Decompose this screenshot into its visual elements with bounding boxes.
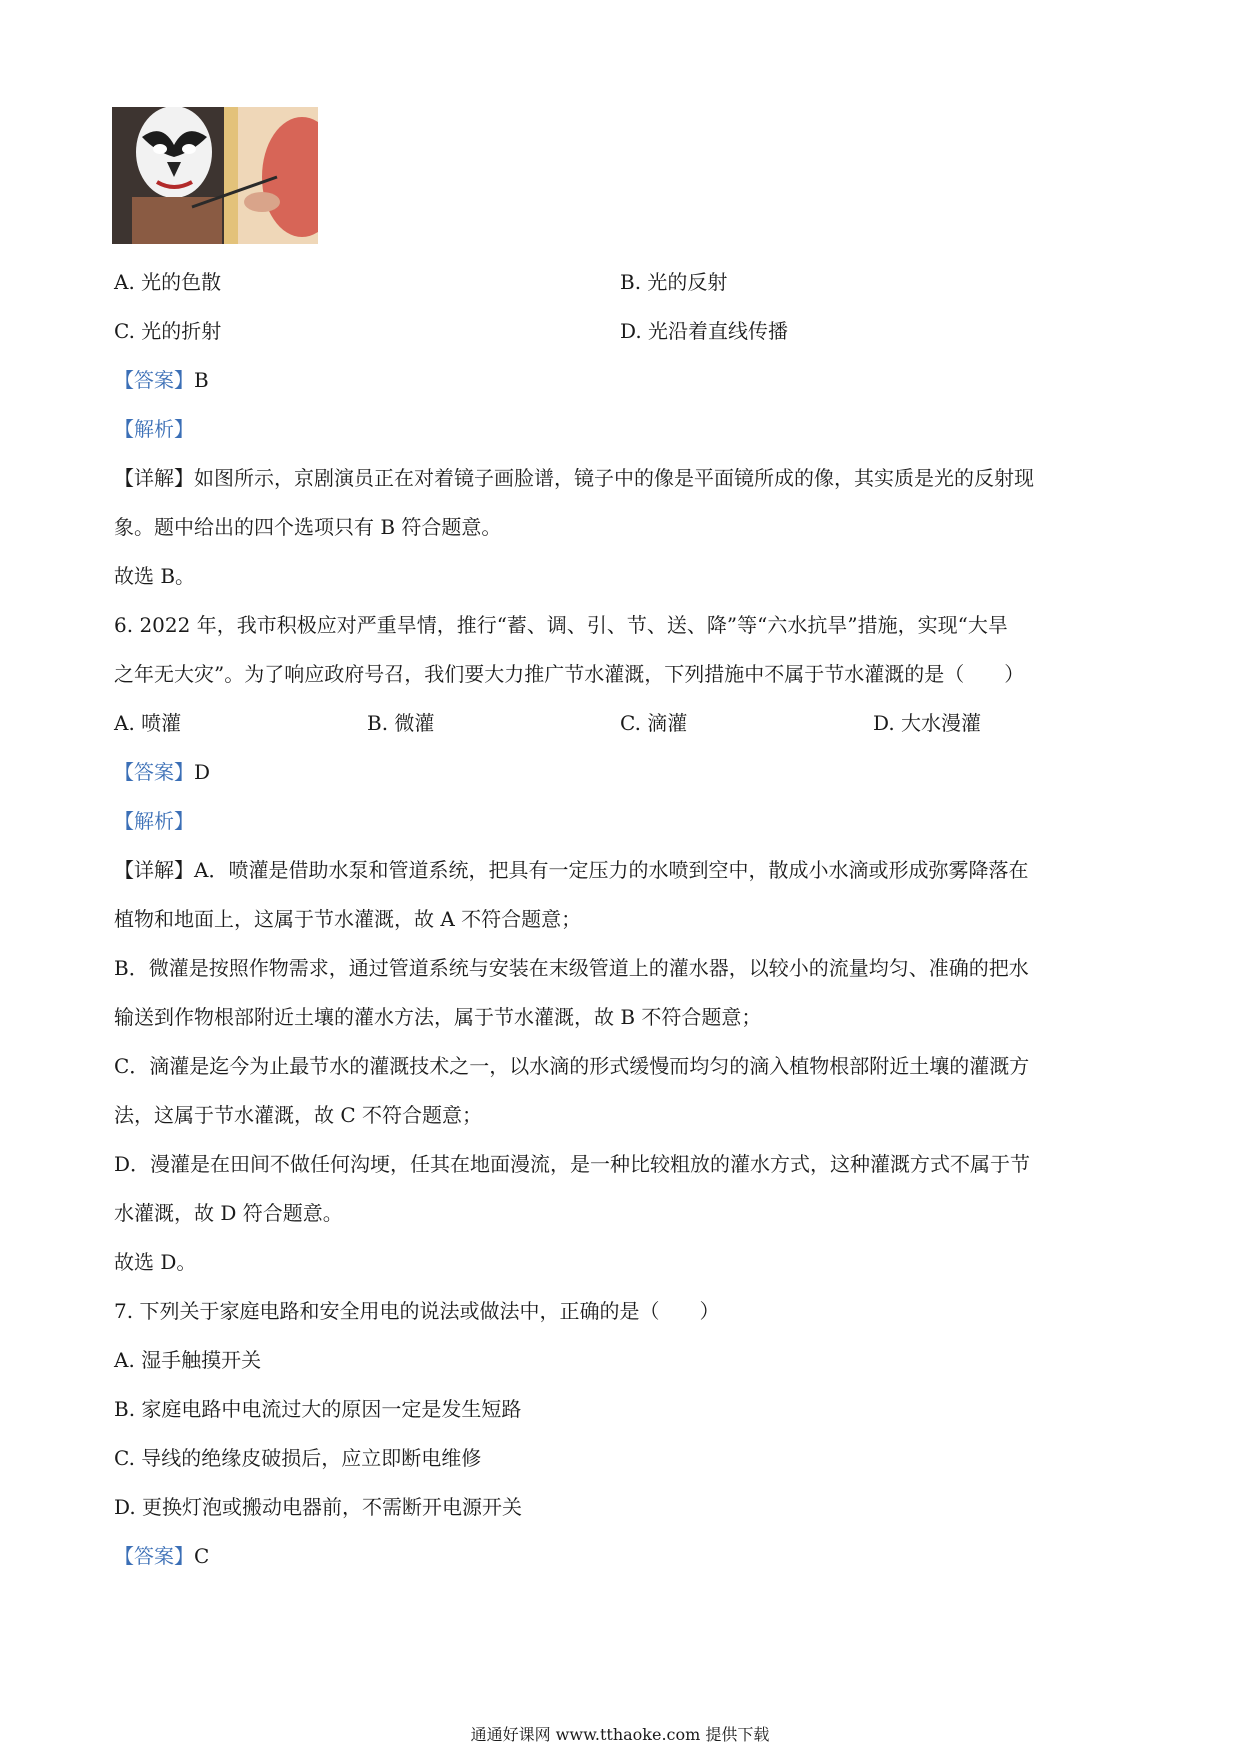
q7-option-a: A. 湿手触摸开关: [114, 1348, 262, 1372]
q5-detail-line-2: 象。题中给出的四个选项只有 B 符合题意。: [114, 515, 502, 539]
opera-mirror-photo: [112, 107, 318, 244]
q6-answer: [114, 758, 210, 786]
q6-detail-line-6: 法，这属于节水灌溉，故 C 不符合题意；: [114, 1103, 483, 1127]
q5-answer: [114, 366, 209, 394]
opera-photo-illustration: [112, 107, 318, 244]
q5-analysis-tag: 【解析】: [114, 417, 194, 441]
q7-option-c: C. 导线的绝缘皮破损后，应立即断电维修: [114, 1446, 482, 1470]
q6-detail-line-2: 植物和地面上，这属于节水灌溉，故 A 不符合题意；: [114, 907, 582, 931]
q7-answer: [114, 1542, 209, 1570]
q7-option-b: B. 家庭电路中电流过大的原因一定是发生短路: [114, 1397, 522, 1421]
q6-option-b: B. 微灌: [367, 711, 435, 735]
q6-option-a: A. 喷灌: [114, 711, 182, 735]
q6-conclusion: 故选 D。: [114, 1250, 197, 1274]
q6-analysis-tag: 【解析】: [114, 809, 194, 833]
detail-tag: 【详解】: [114, 858, 194, 882]
answer-value: D: [194, 760, 211, 784]
q5-option-b: B. 光的反射: [620, 270, 728, 294]
detail-text: A．喷灌是借助水泵和管道系统，把具有一定压力的水喷到空中，散成小水滴或形成弥雾降落在: [194, 858, 1029, 882]
q5-detail-line-1: [114, 464, 1034, 492]
q5-option-a: A. 光的色散: [114, 270, 222, 294]
q5-option-d: D. 光沿着直线传播: [620, 319, 789, 343]
q6-detail-line-7: D．漫灌是在田间不做任何沟埂，任其在地面漫流，是一种比较粗放的灌水方式，这种灌溉方式不属于节: [114, 1152, 1031, 1176]
answer-tag: 【答案】: [114, 368, 194, 392]
q6-detail-line-3: B．微灌是按照作物需求，通过管道系统与安装在末级管道上的灌水器，以较小的流量均匀、准确的把水: [114, 956, 1029, 980]
q6-detail-line-1: [114, 856, 1028, 884]
q5-option-c: C. 光的折射: [114, 319, 222, 343]
page-footer: 通通好课网 www.tthaoke.com 提供下载: [470, 1725, 770, 1744]
q6-detail-line-4: 输送到作物根部附近土壤的灌水方法，属于节水灌溉，故 B 不符合题意；: [114, 1005, 762, 1029]
q6-detail-line-8: 水灌溉，故 D 符合题意。: [114, 1201, 343, 1225]
q7-stem: 7. 下列关于家庭电路和安全用电的说法或做法中，正确的是（ ）: [114, 1299, 720, 1323]
q6-option-c: C. 滴灌: [620, 711, 688, 735]
q7-option-d: D. 更换灯泡或搬动电器前，不需断开电源开关: [114, 1495, 523, 1519]
answer-tag: 【答案】: [114, 1544, 194, 1568]
answer-tag: 【答案】: [114, 760, 194, 784]
q6-detail-line-5: C．滴灌是迄今为止最节水的灌溉技术之一，以水滴的形式缓慢而均匀的滴入植物根部附近土壤的灌溉方: [114, 1054, 1030, 1078]
detail-text: 如图所示，京剧演员正在对着镜子画脸谱，镜子中的像是平面镜所成的像，其实质是光的反射现: [194, 466, 1034, 490]
answer-value: C: [194, 1544, 210, 1568]
answer-value: B: [194, 368, 209, 392]
q6-option-d: D. 大水漫灌: [873, 711, 982, 735]
q6-stem-line-1: 6. 2022 年，我市积极应对严重旱情，推行“蓄、调、引、节、送、降”等“六水抗旱”措施，实现“大旱: [114, 613, 1008, 637]
q5-conclusion: 故选 B。: [114, 564, 196, 588]
q6-stem-line-2: 之年无大灾”。为了响应政府号召，我们要大力推广节水灌溉，下列措施中不属于节水灌溉的是（ ）: [114, 662, 1025, 686]
detail-tag: 【详解】: [114, 466, 194, 490]
